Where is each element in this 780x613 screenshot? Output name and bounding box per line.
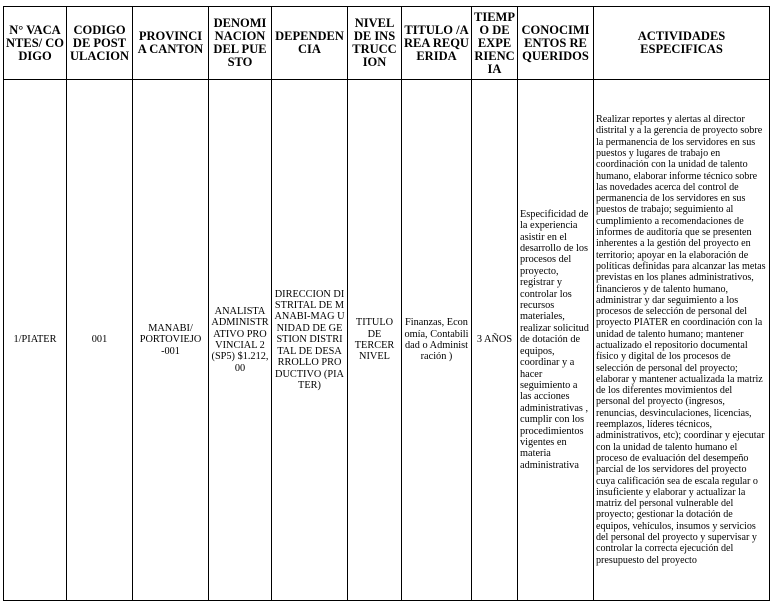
header-nivel: NIVEL DE INSTRUCCION: [348, 7, 402, 80]
header-conocimientos: CONOCIMIENTOS REQUERIDOS: [518, 7, 594, 80]
header-codigo: CODIGO DE POSTULACION: [67, 7, 133, 80]
cell-provincia: MANABI/ PORTOVIEJO -001: [133, 80, 209, 601]
job-vacancy-table: [3, 6, 770, 601]
cell-denominacion: ANALISTA ADMINISTRATIVO PROVINCIAL 2 (SP5) $1.212,00: [209, 80, 272, 601]
header-tiempo: TIEMPO DE EXPERIENCIA: [472, 7, 518, 80]
header-titulo: TITULO /AREA REQUERIDA: [402, 7, 472, 80]
cell-actividades: [594, 80, 770, 601]
cell-tiempo: 3 AÑOS: [472, 80, 518, 601]
header-actividades: ACTIVIDADES ESPECIFICAS: [594, 7, 770, 80]
table-row: [4, 80, 770, 601]
header-vacantes: N° VACANTES/ CODIGO: [4, 7, 67, 80]
header-dependencia: DEPENDENCIA: [272, 7, 348, 80]
cell-conocimientos: Especificidad de la experiencia asistir en el desarrollo de los procesos del proyecto, registrar y controlar los recursos materiales, realizar solicitud de dotación de equipos, coordinar y a hacer seguimiento a las acciones administrativas , cumplir con los procedimientos vigentes en materia administrativa: [518, 80, 594, 601]
cell-titulo: Finanzas, Economía, Contabilidad o Administración ): [402, 80, 472, 601]
cell-nivel: TITULO DE TERCER NIVEL: [348, 80, 402, 601]
header-row: [4, 7, 770, 80]
cell-vacantes: 1/PIATER: [4, 80, 67, 601]
actividades-text: Realizar reportes y alertas al director distrital y a la gerencia de proyecto sobre la permanencia de los servidores en sus puestos y lugares de trabajo en coordinación con la unidad de talento humano, elaborar informe técnico sobre las novedades acerca del control de permanencia de los servidores en sus puestos de trabajo; seguimiento al cumplimiento a recomendaciones de informes de auditoría que se presenten inherentes a la gestión del proyecto en territorio; apoyar en la elaboración de políticas definidas para alcanzar las metas previstas en los planes administrativos, financieros y de talento humano, administrar y dar seguimiento a los procesos de selección de personal del proyecto PIATER en coordinación con la unidad de talento humano; mantener actualizado el repositorio documental físico y digital de los procesos de selección de personal del proyecto; elaborar y mantener actualizada la matriz de los diferentes movimientos del personal del proyecto (ingresos, renuncias, desvinculaciones, licencias, reemplazos, líderes técnicos, administrativos, etc); coordinar y ejecutar con la unidad de talento humano el proceso de evaluación del desempeño parcial de los servidores del proyecto cuya calificación sea de escala regular o insuficiente y elaborar y actualizar la matriz del personal vulnerable del proyecto; gestionar la dotación de equipos, vehículos, insumos y servicios del personal del proyecto y supervisar y controlar la correcta ejecución del presupuesto del proyecto: [596, 114, 766, 566]
cell-codigo: 001: [67, 80, 133, 601]
header-provincia: PROVINCIA CANTON: [133, 7, 209, 80]
cell-dependencia: DIRECCION DISTRITAL DE MANABI-MAG UNIDAD DE GESTION DISTRITAL DE DESARROLLO PRODUCTIVO (PIATER): [272, 80, 348, 601]
header-denominacion: DENOMINACION DEL PUESTO: [209, 7, 272, 80]
